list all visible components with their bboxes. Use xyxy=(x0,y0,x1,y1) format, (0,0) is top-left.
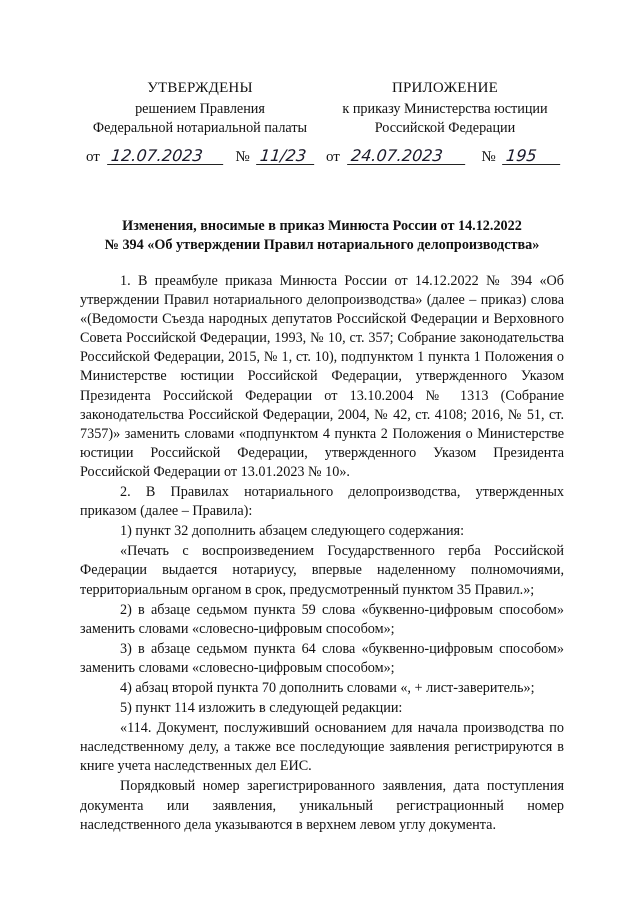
paragraph: Порядковый номер зарегистрированного заявления, дата поступления документа или заявления, уникальный регистрационный номер наследственного дела указываются в верхнем левом углу документа. xyxy=(80,778,564,833)
paragraph: 1. В преамбуле приказа Минюста России от 14.12.2022 № 394 «Об утверждении Правил нотариального делопроизводства» (далее – приказ) слова «(Ведомости Съезда народных депутатов Российской Федерации и Верховного Совета Российской Федерации, 1993, № 10, ст. 357; Собрание законодательства Российской Федерации, 2015, № 1, ст. 10), подпунктом 1 пункта 1 Положения о Министерстве юстиции Российской Федерации, утвержденного Указом Президента Российской Федерации от 13.10.2004 № 1313 (Собрание законодательства Российской Федерации, 2004, № 42, ст. 4108; 2016, № 51, ст. 7357)» заменить словами «подпунктом 4 пункта 2 Положения о Министерстве юстиции Российской Федерации, утвержденного Указом Президента Российской Федерации от 13.01.2023 № 10». xyxy=(80,273,564,480)
approval-title: УТВЕРЖДЕНЫ xyxy=(147,80,253,96)
approval-date-line xyxy=(86,148,315,166)
handwritten-number: 11/23 xyxy=(257,148,317,165)
number-label: № xyxy=(481,149,496,165)
approval-line-2: Федеральной нотариальной палаты xyxy=(92,120,308,136)
appendix-date-line xyxy=(326,148,561,166)
handwritten-number: 195 xyxy=(503,148,563,165)
from-label: от xyxy=(86,149,100,165)
title-line-1: Изменения, вносимые в приказ Минюста России от 14.12.2022 xyxy=(122,218,522,234)
paragraph: «114. Документ, послуживший основанием для начала производства по наследственному делу, а также все последующие заявления регистрируются в книге учета наследственных дел ЕИС. xyxy=(80,720,564,775)
document-title xyxy=(80,217,564,255)
paragraph: 3) в абзаце седьмом пункта 64 слова «буквенно-цифровым способом» заменить словами «словесно-цифровым способом»; xyxy=(80,640,564,676)
title-line-2: № 394 «Об утверждении Правил нотариального делопроизводства» xyxy=(104,237,540,253)
appendix-line-2: Российской Федерации xyxy=(374,120,516,136)
handwritten-date: 12.07.2023 xyxy=(107,148,225,165)
paragraph: 2. В Правилах нотариального делопроизводства, утвержденных приказом (далее – Правила): xyxy=(80,484,564,520)
paragraph: 2) в абзаце седьмом пункта 59 слова «буквенно-цифровым способом» заменить словами «словесно-цифровым способом»; xyxy=(80,601,564,637)
approval-line-1: решением Правления xyxy=(135,101,265,117)
number-label: № xyxy=(235,149,250,165)
paragraph: 4) абзац второй пункта 70 дополнить словами «, + лист-заверитель»; xyxy=(120,679,535,696)
approval-block xyxy=(80,79,320,138)
paragraph: 5) пункт 114 изложить в следующей редакции: xyxy=(120,700,403,717)
paragraph: «Печать с воспроизведением Государственного герба Российской Федерации выдается нотариусу, впервые наделенному полномочиями, территориальным органом в срок, предусмотренный пунктом 35 Правил.»; xyxy=(80,543,564,598)
handwritten-date: 24.07.2023 xyxy=(347,148,467,165)
appendix-title: ПРИЛОЖЕНИЕ xyxy=(391,80,499,96)
from-label: от xyxy=(326,149,340,165)
appendix-block xyxy=(326,79,564,138)
document-body xyxy=(80,272,564,835)
appendix-line-1: к приказу Министерства юстиции xyxy=(342,101,548,117)
paragraph: 1) пункт 32 дополнить абзацем следующего содержания: xyxy=(120,523,465,540)
